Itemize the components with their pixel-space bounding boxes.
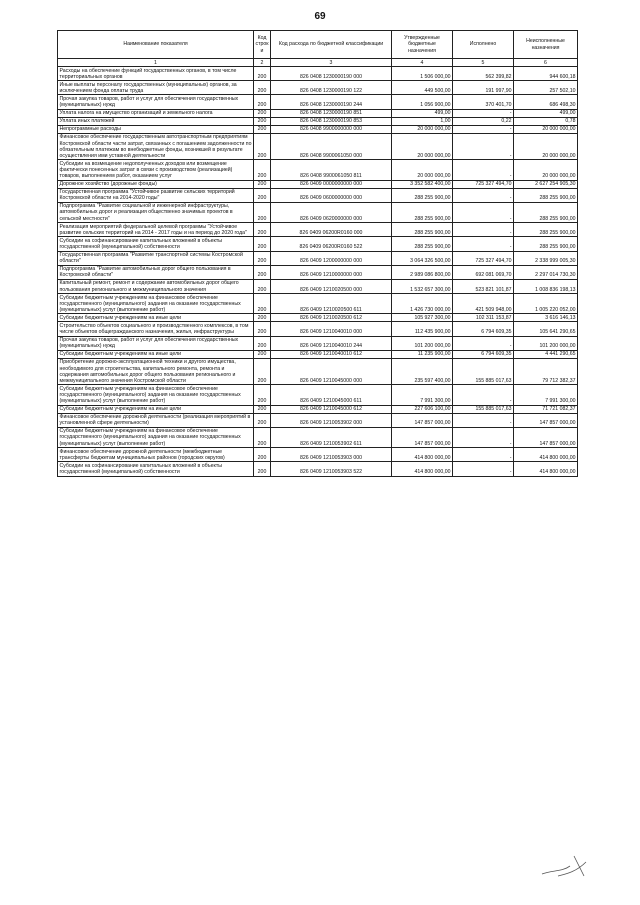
cell-approved: 1 506 000,00 xyxy=(392,67,453,81)
cell-executed: 725 327 494,70 xyxy=(453,251,514,265)
cell-executed: - xyxy=(453,385,514,405)
table-row xyxy=(58,405,578,413)
cell-unexecuted: 79 712 382,37 xyxy=(514,358,578,384)
table-row xyxy=(58,117,578,125)
table-row xyxy=(58,188,578,202)
cell-unexecuted: 944 600,18 xyxy=(514,67,578,81)
cell-executed: 0,22 xyxy=(453,117,514,125)
cell-executed: 191 997,90 xyxy=(453,81,514,95)
cell-unexecuted: 2 627 254 905,30 xyxy=(514,180,578,188)
cell-budget-code: 826 0408 9900061050 811 xyxy=(271,160,392,180)
cell-executed: 155 885 017,63 xyxy=(453,405,514,413)
cell-line-code: 200 xyxy=(254,336,271,350)
column-number: 5 xyxy=(453,59,514,67)
cell-line-code: 200 xyxy=(254,188,271,202)
column-number: 4 xyxy=(392,59,453,67)
cell-budget-code: 826 0409 06200R0160 522 xyxy=(271,237,392,251)
cell-line-code: 200 xyxy=(254,202,271,222)
cell-line-code: 200 xyxy=(254,427,271,447)
cell-name: Субсидии на софинансирование капитальных вложений в объекты государственной (муниципальной) собственности xyxy=(58,237,254,251)
cell-budget-code: 826 0408 9900000000 000 xyxy=(271,125,392,133)
cell-executed: 421 509 948,00 xyxy=(453,294,514,314)
page-number: 69 xyxy=(314,11,326,22)
cell-unexecuted: 414 800 000,00 xyxy=(514,462,578,476)
cell-name: Субсидии бюджетным учреждениям на иные цели xyxy=(58,405,254,413)
cell-unexecuted: 71 721 082,37 xyxy=(514,405,578,413)
cell-line-code: 200 xyxy=(254,81,271,95)
cell-unexecuted: 686 498,30 xyxy=(514,95,578,109)
cell-name: Непрограммные расходы xyxy=(58,125,254,133)
handwritten-mark-icon xyxy=(540,850,588,880)
cell-executed: 562 399,82 xyxy=(453,67,514,81)
cell-unexecuted: 288 255 900,00 xyxy=(514,202,578,222)
cell-line-code: 200 xyxy=(254,133,271,159)
column-number-row xyxy=(58,59,578,67)
cell-unexecuted: 20 000 000,00 xyxy=(514,160,578,180)
cell-executed: 6 794 609,35 xyxy=(453,322,514,336)
cell-line-code: 200 xyxy=(254,67,271,81)
cell-budget-code: 826 0409 1210053903 522 xyxy=(271,462,392,476)
cell-name: Дорожное хозяйство (дорожные фонды) xyxy=(58,180,254,188)
table-row xyxy=(58,251,578,265)
table-row xyxy=(58,279,578,293)
cell-budget-code: 826 0409 1210020500 611 xyxy=(271,294,392,314)
table-row xyxy=(58,67,578,81)
cell-line-code: 200 xyxy=(254,350,271,358)
cell-approved: 288 255 900,00 xyxy=(392,188,453,202)
cell-name: Финансовое обеспечение дорожной деятельности (межбюджетные трансферты бюджетам муниципальных районов (городских округов) xyxy=(58,448,254,462)
cell-unexecuted: 2 297 014 730,30 xyxy=(514,265,578,279)
cell-executed: 155 885 017,63 xyxy=(453,358,514,384)
table-row xyxy=(58,427,578,447)
cell-name: Прочая закупка товаров, работ и услуг для обеспечения государственных (муниципальных) нужд xyxy=(58,95,254,109)
cell-line-code: 200 xyxy=(254,358,271,384)
cell-approved: 1,00 xyxy=(392,117,453,125)
cell-name: Субсидии бюджетным учреждениям на финансовое обеспечение государственного (муниципального) задания на оказание государственных (муниципальных) услуг (выполнение работ) xyxy=(58,385,254,405)
cell-name: Субсидии бюджетным учреждениям на финансовое обеспечение государственного (муниципального) задания на оказание государственных (муниципальных) услуг (выполнение работ) xyxy=(58,294,254,314)
cell-unexecuted: 257 502,10 xyxy=(514,81,578,95)
cell-executed: - xyxy=(453,223,514,237)
cell-unexecuted: 2 338 999 005,30 xyxy=(514,251,578,265)
cell-approved: 227 606 100,00 xyxy=(392,405,453,413)
cell-budget-code: 826 0409 1210053902 611 xyxy=(271,427,392,447)
cell-executed: - xyxy=(453,160,514,180)
cell-approved: 20 000 000,00 xyxy=(392,160,453,180)
cell-executed: - xyxy=(453,413,514,427)
cell-name: Финансовое обеспечение государственным автотранспортным предприятиям Костромской области части затрат, связанных с погашением задолженности по обязательным платежам во внебюджетные фонды, возникшей в результате осуществления ими уставной деятельности xyxy=(58,133,254,159)
cell-name: Субсидии бюджетным учреждениям на иные цели xyxy=(58,350,254,358)
cell-unexecuted: 288 255 900,00 xyxy=(514,223,578,237)
cell-line-code: 200 xyxy=(254,405,271,413)
header-approved: Утвержденные бюджетные назначения xyxy=(392,31,453,59)
cell-unexecuted: 414 800 000,00 xyxy=(514,448,578,462)
table-row xyxy=(58,237,578,251)
cell-name: Подпрограмма "Развитие социальной и инженерной инфраструктуры, автомобильных дорог и реализация общественно значимых проектов в сельской местности" xyxy=(58,202,254,222)
cell-line-code: 200 xyxy=(254,322,271,336)
cell-line-code: 200 xyxy=(254,180,271,188)
table-row xyxy=(58,81,578,95)
cell-budget-code: 826 0409 1200000000 000 xyxy=(271,251,392,265)
cell-budget-code: 826 0409 1210020500 612 xyxy=(271,314,392,322)
table-row xyxy=(58,95,578,109)
cell-budget-code: 826 0409 1210020500 000 xyxy=(271,279,392,293)
cell-unexecuted: 101 200 000,00 xyxy=(514,336,578,350)
cell-approved: 20 000 000,00 xyxy=(392,125,453,133)
cell-approved: 20 000 000,00 xyxy=(392,133,453,159)
header-name: Наименование показателя xyxy=(58,31,254,59)
cell-approved: 1 532 657 300,00 xyxy=(392,279,453,293)
header-unexecuted: Неисполненные назначения xyxy=(514,31,578,59)
table-body xyxy=(58,67,578,476)
cell-name: Субсидии на возмещение недополученных доходов или возмещение фактически понесенных затрат в связи с производством (реализацией) товаров, выполнением работ, оказанием услуг xyxy=(58,160,254,180)
cell-name: Субсидии бюджетным учреждениям на финансовое обеспечение государственного (муниципального) задания на оказание государственных (муниципальных) услуг (выполнение работ) xyxy=(58,427,254,447)
cell-unexecuted: 147 857 000,00 xyxy=(514,413,578,427)
cell-unexecuted: 7 991 300,00 xyxy=(514,385,578,405)
cell-executed: - xyxy=(453,336,514,350)
cell-approved: 414 800 000,00 xyxy=(392,448,453,462)
table-row xyxy=(58,265,578,279)
table-row xyxy=(58,336,578,350)
cell-name: Иные выплаты персоналу государственных (муниципальных) органов, за исключением фонда оплаты труда xyxy=(58,81,254,95)
cell-name: Реализация мероприятий федеральной целевой программы "Устойчивое развитие сельских территорий на 2014 - 2017 годы и на период до 2020 года" xyxy=(58,223,254,237)
table-row xyxy=(58,448,578,462)
cell-budget-code: 826 0409 0600000000 000 xyxy=(271,188,392,202)
cell-budget-code: 826 0409 06200R0160 000 xyxy=(271,223,392,237)
table-row xyxy=(58,125,578,133)
cell-unexecuted: 20 000 000,00 xyxy=(514,125,578,133)
cell-budget-code: 826 0408 1230000190 853 xyxy=(271,117,392,125)
cell-unexecuted: 0,78 xyxy=(514,117,578,125)
cell-name: Государственная программа "Развитие транспортной системы Костромской области" xyxy=(58,251,254,265)
cell-budget-code: 826 0409 1210053902 000 xyxy=(271,413,392,427)
cell-name: Субсидии на софинансирование капитальных вложений в объекты государственной (муниципальной) собственности xyxy=(58,462,254,476)
cell-executed: - xyxy=(453,427,514,447)
table-row xyxy=(58,322,578,336)
cell-name: Уплата налога на имущество организаций и земельного налога xyxy=(58,109,254,117)
cell-name: Подпрограмма "Развитие автомобильных дорог общего пользования в Костромской области" xyxy=(58,265,254,279)
cell-executed: - xyxy=(453,237,514,251)
cell-unexecuted: 105 641 290,65 xyxy=(514,322,578,336)
cell-executed: - xyxy=(453,202,514,222)
cell-budget-code: 826 0409 1210045000 611 xyxy=(271,385,392,405)
cell-budget-code: 826 0409 1210045000 000 xyxy=(271,358,392,384)
cell-line-code: 200 xyxy=(254,413,271,427)
cell-budget-code: 826 0409 1210040010 612 xyxy=(271,350,392,358)
cell-budget-code: 826 0409 1210053903 000 xyxy=(271,448,392,462)
cell-approved: 235 597 400,00 xyxy=(392,358,453,384)
cell-budget-code: 826 0408 1230000190 122 xyxy=(271,81,392,95)
cell-approved: 288 255 900,00 xyxy=(392,223,453,237)
cell-approved: 7 991 300,00 xyxy=(392,385,453,405)
cell-line-code: 200 xyxy=(254,160,271,180)
cell-unexecuted: 20 000 000,00 xyxy=(514,133,578,159)
column-number: 3 xyxy=(271,59,392,67)
cell-unexecuted: 1 005 220 052,00 xyxy=(514,294,578,314)
cell-line-code: 200 xyxy=(254,385,271,405)
cell-unexecuted: 1 008 836 198,13 xyxy=(514,279,578,293)
header-line-code: Код строк и xyxy=(254,31,271,59)
cell-approved: 1 426 730 000,00 xyxy=(392,294,453,314)
table-row xyxy=(58,294,578,314)
cell-name: Государственная программа "Устойчивое развитие сельских территорий Костромской области на 2014-2020 годы" xyxy=(58,188,254,202)
table-row xyxy=(58,133,578,159)
cell-line-code: 200 xyxy=(254,251,271,265)
cell-executed: 692 081 069,70 xyxy=(453,265,514,279)
cell-line-code: 200 xyxy=(254,125,271,133)
cell-name: Финансовое обеспечение дорожной деятельности (реализация мероприятий в установленной сфере деятельности) xyxy=(58,413,254,427)
cell-approved: 11 235 900,00 xyxy=(392,350,453,358)
cell-line-code: 200 xyxy=(254,265,271,279)
table-row xyxy=(58,350,578,358)
cell-executed: 370 401,70 xyxy=(453,95,514,109)
cell-line-code: 200 xyxy=(254,462,271,476)
cell-approved: 499,00 xyxy=(392,109,453,117)
cell-executed: 6 794 609,35 xyxy=(453,350,514,358)
cell-unexecuted: 3 616 146,13 xyxy=(514,314,578,322)
cell-approved: 288 255 900,00 xyxy=(392,202,453,222)
cell-name: Строительство объектов социального и производственного комплексов, в том числе объектов общегражданского назначения, жилья, инфраструктуры xyxy=(58,322,254,336)
column-number: 6 xyxy=(514,59,578,67)
cell-approved: 147 857 000,00 xyxy=(392,427,453,447)
table-row xyxy=(58,314,578,322)
cell-approved: 147 857 000,00 xyxy=(392,413,453,427)
cell-budget-code: 826 0409 1210045000 612 xyxy=(271,405,392,413)
cell-line-code: 200 xyxy=(254,237,271,251)
cell-name: Капитальный ремонт, ремонт и содержание автомобильных дорог общего пользования регионального и межмуниципального значения xyxy=(58,279,254,293)
table-row xyxy=(58,358,578,384)
cell-line-code: 200 xyxy=(254,448,271,462)
cell-unexecuted: 288 255 900,00 xyxy=(514,237,578,251)
cell-budget-code: 826 0408 1230000190 244 xyxy=(271,95,392,109)
cell-line-code: 200 xyxy=(254,95,271,109)
table-row xyxy=(58,413,578,427)
cell-line-code: 200 xyxy=(254,109,271,117)
cell-name: Уплата иных платежей xyxy=(58,117,254,125)
cell-approved: 3 064 326 500,00 xyxy=(392,251,453,265)
budget-execution-table xyxy=(57,30,578,477)
cell-line-code: 200 xyxy=(254,223,271,237)
cell-name: Расходы на обеспечение функций государственных органов, в том числе территориальных органов xyxy=(58,67,254,81)
cell-unexecuted: 147 857 000,00 xyxy=(514,427,578,447)
table-row xyxy=(58,223,578,237)
cell-line-code: 200 xyxy=(254,294,271,314)
cell-approved: 1 056 900,00 xyxy=(392,95,453,109)
cell-line-code: 200 xyxy=(254,279,271,293)
cell-executed: 523 821 101,87 xyxy=(453,279,514,293)
table-row xyxy=(58,202,578,222)
cell-approved: 2 989 086 800,00 xyxy=(392,265,453,279)
cell-budget-code: 826 0409 1210040010 244 xyxy=(271,336,392,350)
cell-unexecuted: 4 441 290,65 xyxy=(514,350,578,358)
cell-budget-code: 826 0408 1230000190 000 xyxy=(271,67,392,81)
cell-budget-code: 826 0408 9900061050 000 xyxy=(271,133,392,159)
cell-budget-code: 826 0409 1210040010 000 xyxy=(271,322,392,336)
cell-executed: - xyxy=(453,125,514,133)
column-number: 1 xyxy=(58,59,254,67)
cell-approved: 414 800 000,00 xyxy=(392,462,453,476)
cell-unexecuted: 288 255 900,00 xyxy=(514,188,578,202)
table-row xyxy=(58,385,578,405)
table-row xyxy=(58,180,578,188)
header-budget-code: Код расхода по бюджетной классификации xyxy=(271,31,392,59)
cell-budget-code: 826 0409 0620000000 000 xyxy=(271,202,392,222)
table-row xyxy=(58,160,578,180)
cell-executed: 725 327 494,70 xyxy=(453,180,514,188)
cell-executed: - xyxy=(453,109,514,117)
cell-executed: - xyxy=(453,188,514,202)
cell-budget-code: 826 0409 1210000000 000 xyxy=(271,265,392,279)
cell-budget-code: 826 0409 0000000000 000 xyxy=(271,180,392,188)
cell-approved: 105 927 300,00 xyxy=(392,314,453,322)
cell-executed: - xyxy=(453,448,514,462)
cell-approved: 449 500,00 xyxy=(392,81,453,95)
cell-name: Приобретение дорожно-эксплуатационной техники и другого имущества, необходимого для строительства, капитального ремонта, ремонта и содержания автомобильных дорог общего пользования регионального и межмуниципального значения Костромской области xyxy=(58,358,254,384)
cell-line-code: 200 xyxy=(254,314,271,322)
cell-budget-code: 826 0408 1230000190 851 xyxy=(271,109,392,117)
cell-unexecuted: 499,00 xyxy=(514,109,578,117)
cell-approved: 288 255 900,00 xyxy=(392,237,453,251)
table-row xyxy=(58,462,578,476)
cell-name: Прочая закупка товаров, работ и услуг для обеспечения государственных (муниципальных) нужд xyxy=(58,336,254,350)
cell-name: Субсидии бюджетным учреждениям на иные цели xyxy=(58,314,254,322)
cell-executed: - xyxy=(453,462,514,476)
column-number: 2 xyxy=(254,59,271,67)
cell-executed: 102 311 153,87 xyxy=(453,314,514,322)
cell-line-code: 200 xyxy=(254,117,271,125)
cell-executed: - xyxy=(453,133,514,159)
cell-approved: 101 200 000,00 xyxy=(392,336,453,350)
header-executed: Исполнено xyxy=(453,31,514,59)
table-header-row xyxy=(58,31,578,59)
cell-approved: 112 435 900,00 xyxy=(392,322,453,336)
cell-approved: 3 352 582 400,00 xyxy=(392,180,453,188)
table-row xyxy=(58,109,578,117)
